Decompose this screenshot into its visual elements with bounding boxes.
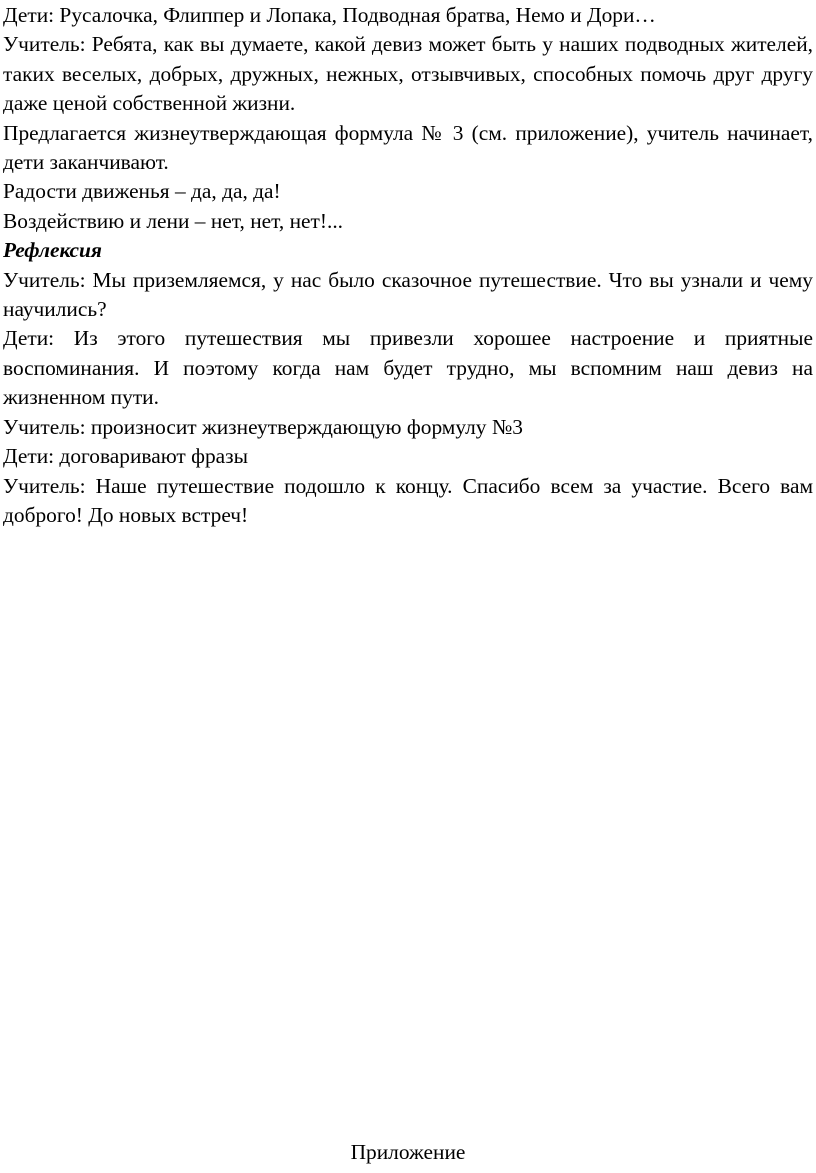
paragraph-motto-line-2: Воздействию и лени – нет, нет, нет!... [3, 208, 344, 233]
paragraph-formula-intro: Предлагается жизнеутверждающая формула № 3 (см. приложение), учитель начинает, дети заканчивают. [3, 120, 813, 175]
appendix-label: Приложение [350, 1140, 466, 1164]
paragraph-teacher-farewell: Учитель: Наше путешествие подошло к концу. Спасибо всем за участие. Всего вам доброго! До новых встреч! [3, 473, 813, 527]
paragraph-children-finish: Дети: договаривают фразы [3, 444, 248, 469]
paragraph-motto-line-1: Радости движенья – да, да, да! [3, 179, 281, 204]
paragraph-teacher-formula: Учитель: произносит жизнеутверждающую формулу №3 [3, 414, 523, 439]
paragraph-teacher-question: Учитель: Ребята, как вы думаете, какой девиз может быть у наших подводных жителей, таких веселых, добрых, дружных, нежных, отзывчивых, способных помочь друг другу даже ценой собственной жизни. [3, 32, 813, 116]
paragraph-children-answer: Дети: Из этого путешествия мы привезли хорошее настроение и приятные воспоминания. И поэтому когда нам будет трудно, мы вспомним наш девиз на жизненном пути. [3, 326, 813, 410]
paragraph-children-list: Дети: Русалочка, Флиппер и Лопака, Подводная братва, Немо и Дори… [3, 3, 656, 27]
section-heading-reflection: Рефлексия [3, 238, 102, 263]
paragraph-teacher-landing: Учитель: Мы приземляемся, у нас было сказочное путешествие. Что вы узнали и чему научились? [3, 267, 813, 322]
document-body [3, 1, 813, 530]
